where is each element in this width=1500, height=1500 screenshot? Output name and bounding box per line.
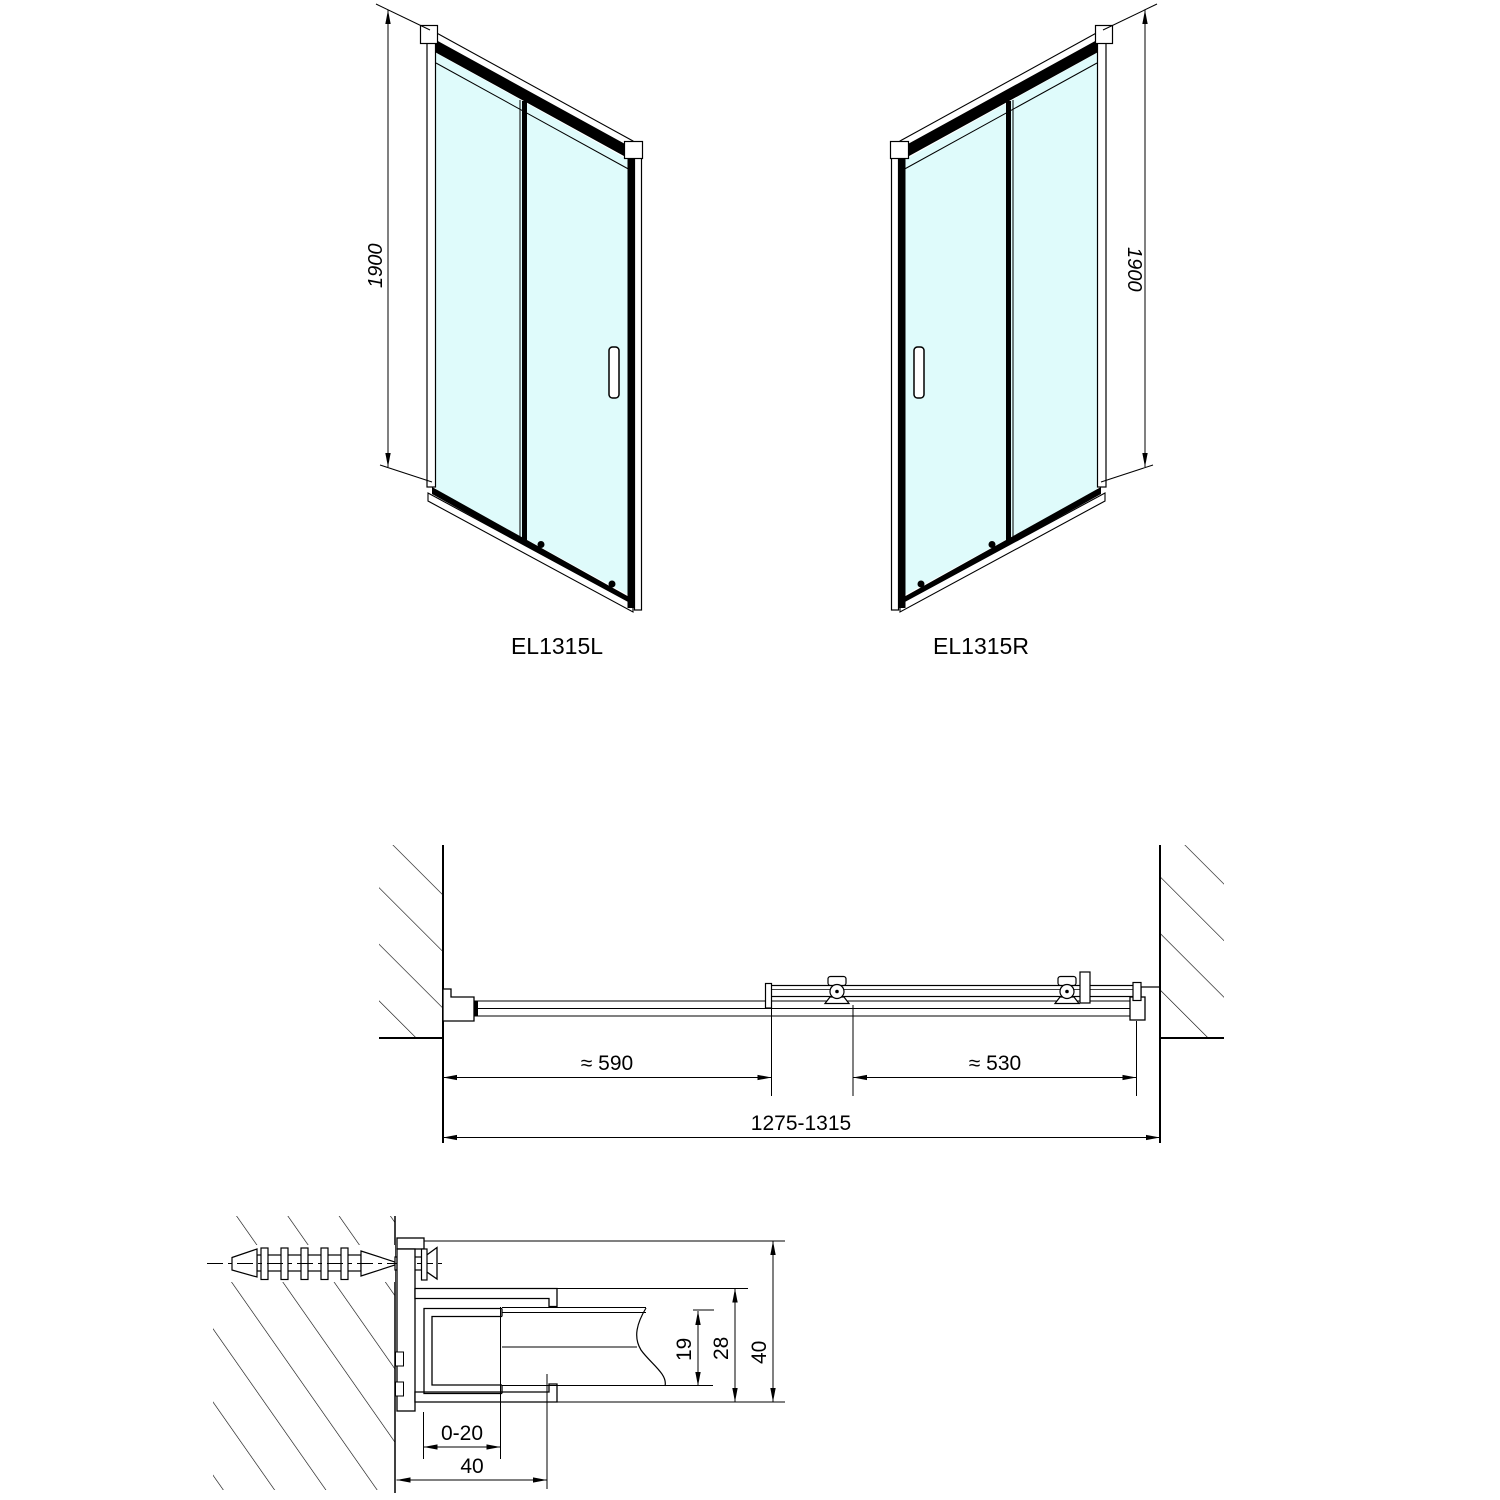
dimension-text-profile-height: 40 xyxy=(748,1340,771,1364)
frame-channel xyxy=(424,1309,502,1394)
dimension-text-height-left: 1900 xyxy=(365,243,387,288)
dimension-text-profile-width: 40 xyxy=(460,1455,484,1478)
inner-frame-profile xyxy=(424,1241,785,1402)
left-wall-profile xyxy=(443,989,474,1021)
profile-tab xyxy=(397,1238,424,1249)
door-elevation-right xyxy=(891,26,1113,613)
profile-top-arm xyxy=(415,1289,557,1307)
door-elevation-left xyxy=(421,26,643,613)
dimension-text-overall-width: 1275-1315 xyxy=(750,1112,852,1135)
leaf-end-cap-right xyxy=(1133,983,1141,1001)
glass-seal xyxy=(474,1001,478,1016)
height-dimension-left xyxy=(365,4,432,482)
elevation-left-view xyxy=(365,4,643,659)
left-wall-hatch xyxy=(379,845,443,1038)
right-wall-hatch xyxy=(1160,845,1224,1038)
profile-notch xyxy=(396,1382,404,1396)
model-label-right: EL1315R xyxy=(933,633,1029,659)
sliding-leaf xyxy=(766,972,1142,1008)
plan-view xyxy=(379,845,1224,1143)
elevation-right-view xyxy=(891,4,1158,659)
height-dimension-right xyxy=(1101,4,1157,482)
plan-dimensions xyxy=(443,1005,1160,1138)
leaf-end-cap-left xyxy=(766,984,772,1009)
dimension-text-door-width: ≈ 530 xyxy=(968,1052,1022,1075)
leaf-bracket xyxy=(1080,972,1090,1003)
dimension-text-height-right: 1900 xyxy=(1123,247,1145,292)
dimension-text-adjustment: 0-20 xyxy=(440,1422,484,1445)
dimension-text-channel-height: 28 xyxy=(710,1336,733,1360)
anchor-fin xyxy=(261,1248,268,1280)
model-label-left: EL1315L xyxy=(510,633,604,659)
dimension-text-entry-width: ≈ 590 xyxy=(580,1052,634,1075)
profile-flange xyxy=(422,1249,428,1280)
anchor-fin xyxy=(321,1248,328,1280)
right-wall-bracket xyxy=(1141,987,1160,997)
dimension-text-glass-channel: 19 xyxy=(673,1337,696,1361)
detail-dimensions xyxy=(397,1241,774,1489)
profile-notch xyxy=(396,1352,404,1366)
detail-view xyxy=(207,1216,785,1493)
break-line xyxy=(637,1308,666,1386)
